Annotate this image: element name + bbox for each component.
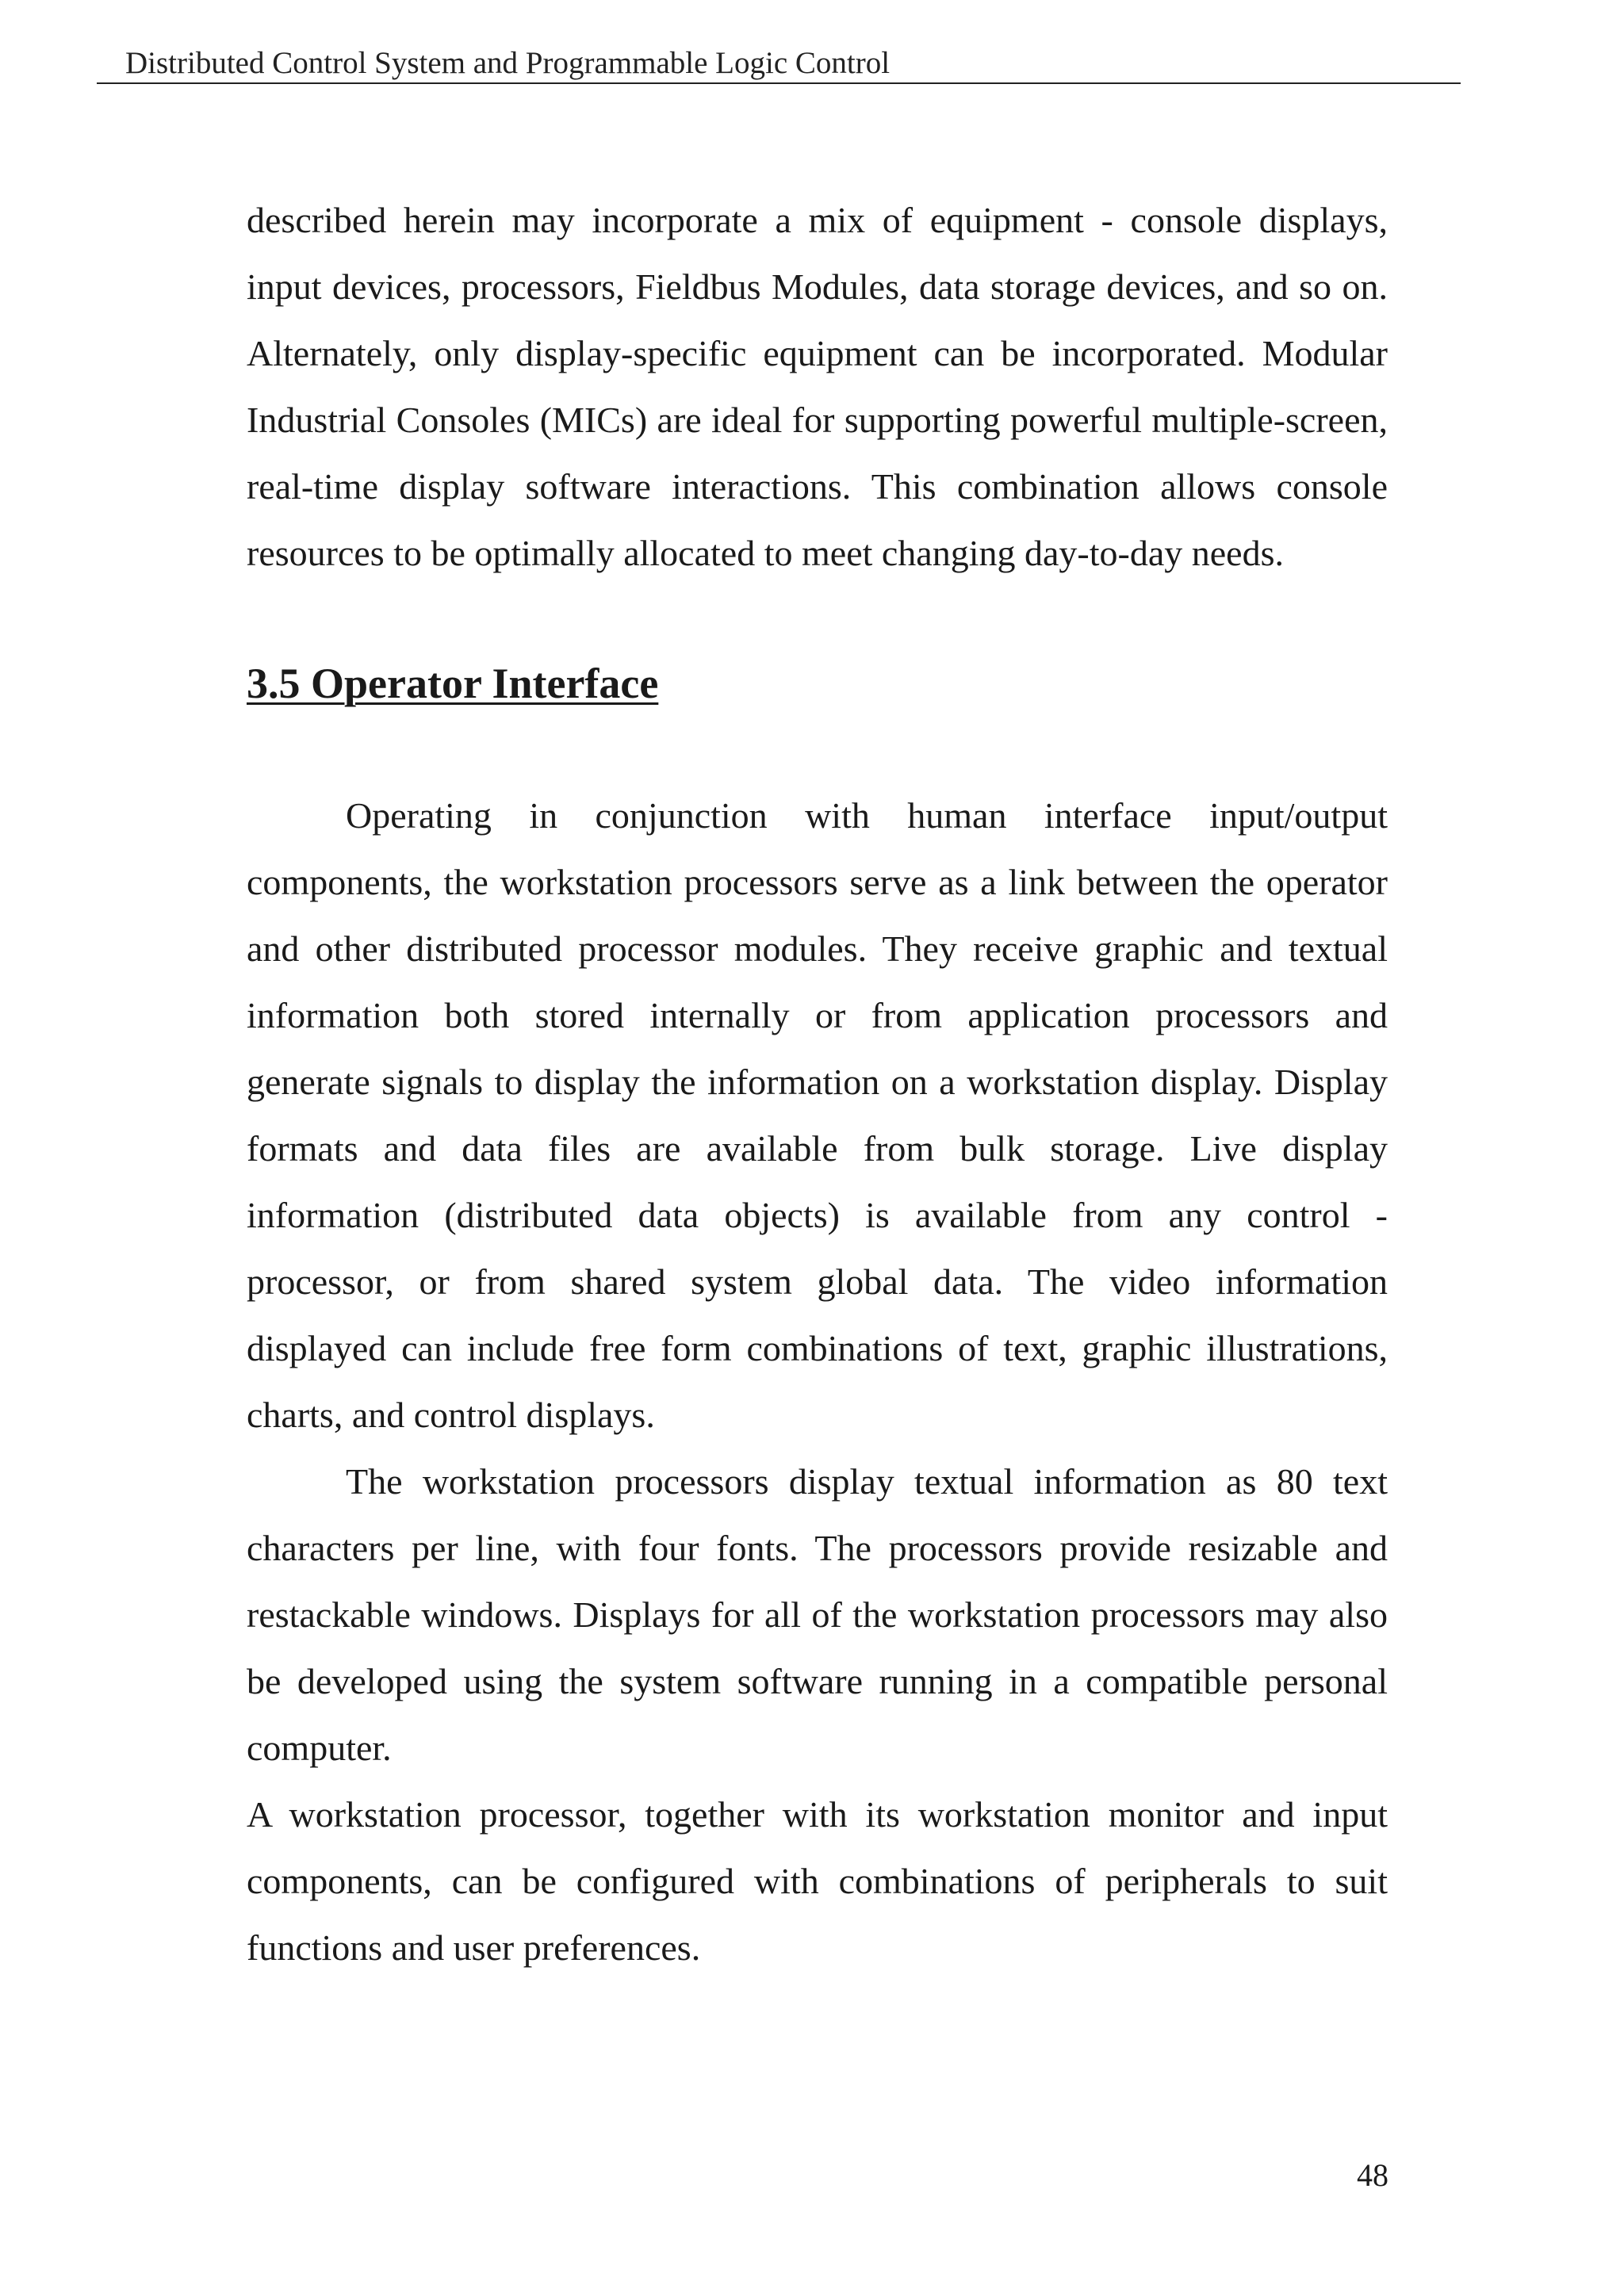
running-header [97,46,1461,84]
paragraph-text-display: The workstation processors display textual information as 80 text characters per line, with four fonts. The processors provide resizable and restackable windows. Displays for all of the workstation processors may also be developed using the system software running in a compatible personal computer. [247,1461,1388,1768]
running-header-title: Distributed Control System and Programmable Logic Control [125,46,891,80]
page-body [247,187,1388,1981]
paragraph-console-equipment: described herein may incorporate a mix of equipment - console displays, input devices, processors, Fieldbus Modules, data storage devices, and so on. Alternately, only display-specific equipment can be incorporated. Modular Industrial Consoles (MICs) are ideal for supporting powerful multiple-screen, real-time display software interactions. This combination allows console resources to be optimally allocated to meet changing day-to-day needs. [247,200,1388,573]
page-number: 48 [1357,2157,1388,2193]
paragraph-peripherals: A workstation processor, together with its workstation monitor and input components, can be configured with combinations of peripherals to suit functions and user preferences. [247,1794,1388,1968]
section-heading: 3.5 Operator Interface [247,660,659,707]
paragraph-workstation-processors: Operating in conjunction with human interface input/output components, the workstation processors serve as a link between the operator and other distributed processor modules. They receive graphic and textual information both stored internally or from application processors and generate signals to display the information on a workstation display. Display formats and data files are available from bulk storage. Live display information (distributed data objects) is available from any control -processor, or from shared system global data. The video information displayed can include free form combinations of text, graphic illustrations, charts, and control displays. [247,795,1388,1435]
